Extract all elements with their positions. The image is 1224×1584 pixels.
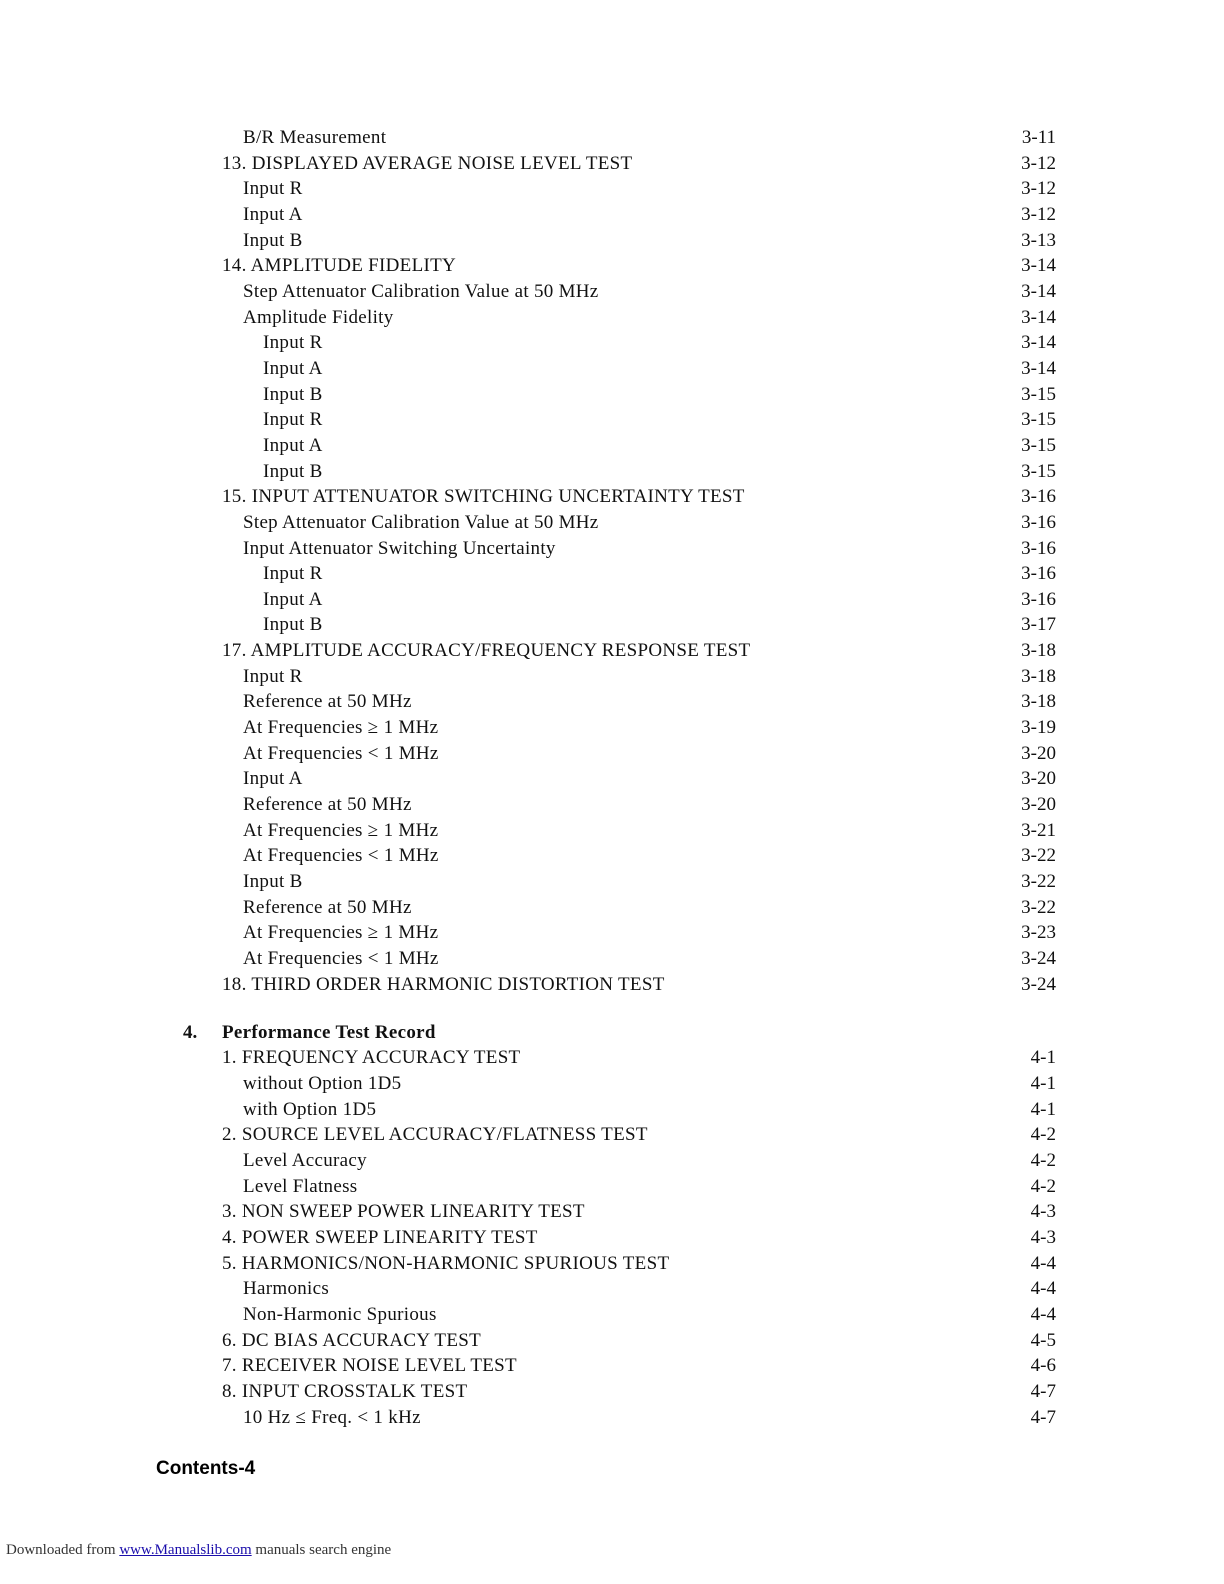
toc-entry-title: Harmonics: [243, 1276, 335, 1302]
download-note: [6, 1542, 391, 1559]
toc-entry: [0, 1148, 1224, 1174]
toc-entry: [0, 664, 1224, 690]
toc-entry: [0, 792, 1224, 818]
toc-entry-page: 3-23: [1021, 922, 1056, 944]
toc-entry: [0, 202, 1224, 228]
toc-entry-title: 5. HARMONICS/NON-HARMONIC SPURIOUS TEST: [222, 1251, 675, 1277]
toc-entry-title: 1. FREQUENCY ACCURACY TEST: [222, 1045, 526, 1071]
toc-entry-title: Input Attenuator Switching Uncertainty: [243, 536, 562, 562]
toc-entry-title: Input A: [243, 766, 309, 792]
toc-entry-title: Reference at 50 MHz: [243, 895, 418, 921]
toc-entry-title: Step Attenuator Calibration Value at 50 MHz: [243, 510, 605, 536]
toc-entry: [0, 869, 1224, 895]
toc-entry-page: 4-2: [1030, 1150, 1056, 1172]
toc-entry-page: 3-15: [1021, 409, 1056, 431]
toc-entry-page: 3-15: [1021, 434, 1056, 456]
toc-entry: [0, 1045, 1224, 1071]
toc-entry-title: Amplitude Fidelity: [243, 305, 400, 331]
toc-entry: [0, 715, 1224, 741]
toc-entry: [0, 228, 1224, 254]
page-footer-label: Contents-4: [156, 1458, 256, 1479]
toc-entry-page: 3-22: [1021, 896, 1056, 918]
toc-entry: [0, 1379, 1224, 1405]
toc-entry-page: 4-1: [1030, 1073, 1056, 1095]
toc-entry-title: 10 Hz ≤ Freq. < 1 kHz: [243, 1405, 427, 1431]
chapter-title: Performance Test Record: [222, 1020, 442, 1046]
toc-entry: [0, 279, 1224, 305]
toc-entry-page: 3-12: [1021, 152, 1056, 174]
toc-entry-title: Input B: [263, 382, 329, 408]
toc-entry-page: 3-16: [1021, 511, 1056, 533]
toc-entry-page: 3-22: [1021, 845, 1056, 867]
toc-entry-page: 3-16: [1021, 588, 1056, 610]
toc-entry-page: 3-13: [1021, 229, 1056, 251]
toc-entry: [0, 843, 1224, 869]
toc-entry: [0, 1251, 1224, 1277]
toc-entry: [0, 946, 1224, 972]
toc-entry-title: Input B: [243, 228, 309, 254]
toc-entry-title: 4. POWER SWEEP LINEARITY TEST: [222, 1225, 544, 1251]
toc-entry-title: Reference at 50 MHz: [243, 792, 418, 818]
toc-entry-page: 3-16: [1021, 563, 1056, 585]
toc-entry-page: 3-15: [1021, 383, 1056, 405]
toc-entry-title: Input B: [243, 869, 309, 895]
toc-entry: [0, 1405, 1224, 1431]
toc-entry-title: 17. AMPLITUDE ACCURACY/FREQUENCY RESPONSE TEST: [222, 638, 756, 664]
toc-entry-title: At Frequencies < 1 MHz: [243, 946, 445, 972]
toc-entry: [0, 253, 1224, 279]
toc-entry: [0, 1071, 1224, 1097]
toc-entry-title: 18. THIRD ORDER HARMONIC DISTORTION TEST: [222, 972, 671, 998]
toc-entry-page: 3-16: [1021, 486, 1056, 508]
toc-entry-title: Input R: [243, 664, 309, 690]
toc-entry-title: Input B: [263, 612, 329, 638]
toc-entry: [0, 382, 1224, 408]
toc-entry-page: 4-4: [1030, 1252, 1056, 1274]
toc-entry-page: 4-1: [1030, 1098, 1056, 1120]
toc-entry-page: 3-14: [1021, 306, 1056, 328]
toc-entry: [0, 1174, 1224, 1200]
toc-entry: [0, 536, 1224, 562]
toc-entry-title: At Frequencies ≥ 1 MHz: [243, 920, 444, 946]
toc-entry: [0, 459, 1224, 485]
toc-entry-page: 4-7: [1030, 1381, 1056, 1402]
toc-entry-page: 3-16: [1021, 537, 1056, 559]
table-of-contents: [0, 125, 1224, 1430]
toc-entry-title: Input R: [263, 407, 329, 433]
download-note-prefix: Downloaded from: [6, 1542, 116, 1558]
toc-entry-title: Input A: [263, 356, 329, 382]
toc-entry: [0, 330, 1224, 356]
toc-entry: [0, 356, 1224, 382]
toc-chapter-heading: [0, 1020, 1224, 1046]
toc-entry-page: 3-15: [1021, 460, 1056, 482]
toc-entry: [0, 510, 1224, 536]
toc-entry-title: 6. DC BIAS ACCURACY TEST: [222, 1328, 487, 1354]
toc-entry-page: 3-20: [1021, 742, 1056, 764]
toc-entry-page: 4-2: [1030, 1175, 1056, 1197]
toc-entry-page: 3-14: [1021, 357, 1056, 379]
toc-entry: [0, 895, 1224, 921]
toc-entry: [0, 741, 1224, 767]
toc-entry-page: 3-14: [1021, 255, 1056, 277]
toc-entry-page: 4-3: [1030, 1227, 1056, 1249]
toc-entry-page: 3-20: [1021, 768, 1056, 790]
toc-entry-page: 3-19: [1021, 717, 1056, 739]
manualslib-link[interactable]: www.Manualslib.com: [119, 1542, 252, 1558]
toc-entry: [0, 1122, 1224, 1148]
toc-entry-title: 8. INPUT CROSSTALK TEST: [222, 1379, 473, 1405]
toc-entry-title: Input R: [243, 176, 309, 202]
toc-entry-title: At Frequencies ≥ 1 MHz: [243, 715, 444, 741]
toc-entry-title: 3. NON SWEEP POWER LINEARITY TEST: [222, 1199, 591, 1225]
toc-entry: [0, 151, 1224, 177]
toc-entry-page: 3-24: [1021, 973, 1056, 995]
toc-entry-title: Level Accuracy: [243, 1148, 373, 1174]
toc-entry-page: 3-12: [1021, 203, 1056, 225]
toc-entry-title: with Option 1D5: [243, 1097, 382, 1123]
toc-entry-page: 3-18: [1021, 640, 1056, 662]
toc-entry-title: Input A: [263, 433, 329, 459]
toc-entry: [0, 433, 1224, 459]
toc-entry-title: At Frequencies < 1 MHz: [243, 741, 445, 767]
toc-entry-title: without Option 1D5: [243, 1071, 407, 1097]
toc-entry: [0, 1276, 1224, 1302]
toc-entry-page: 4-7: [1030, 1406, 1056, 1428]
toc-entry-page: 3-12: [1021, 178, 1056, 200]
toc-entry-title: 2. SOURCE LEVEL ACCURACY/FLATNESS TEST: [222, 1122, 654, 1148]
toc-entry-page: 3-22: [1021, 871, 1056, 893]
toc-entry-title: At Frequencies < 1 MHz: [243, 843, 445, 869]
toc-entry-page: 4-4: [1030, 1278, 1056, 1300]
toc-entry: [0, 407, 1224, 433]
toc-entry-title: 15. INPUT ATTENUATOR SWITCHING UNCERTAINTY TEST: [222, 484, 751, 510]
toc-entry: [0, 125, 1224, 151]
toc-entry-title: Input A: [243, 202, 309, 228]
toc-entry-page: 3-21: [1021, 819, 1056, 841]
toc-entry: [0, 818, 1224, 844]
toc-entry-page: 3-18: [1021, 691, 1056, 713]
download-note-suffix: manuals search engine: [255, 1542, 392, 1558]
toc-entry: [0, 1328, 1224, 1354]
toc-entry-title: Reference at 50 MHz: [243, 689, 418, 715]
toc-entry-title: B/R Measurement: [243, 125, 392, 151]
toc-entry-title: 7. RECEIVER NOISE LEVEL TEST: [222, 1353, 523, 1379]
toc-entry-page: 3-20: [1021, 794, 1056, 816]
toc-entry: [0, 920, 1224, 946]
toc-entry: [0, 1199, 1224, 1225]
toc-entry: [0, 689, 1224, 715]
toc-entry-page: 3-14: [1021, 280, 1056, 302]
toc-entry-page: 4-3: [1030, 1201, 1056, 1223]
toc-entry: [0, 1097, 1224, 1123]
toc-entry: [0, 561, 1224, 587]
toc-entry-title: At Frequencies ≥ 1 MHz: [243, 818, 444, 844]
toc-entry-title: Step Attenuator Calibration Value at 50 MHz: [243, 279, 605, 305]
toc-entry: [0, 484, 1224, 510]
toc-entry: [0, 1302, 1224, 1328]
toc-entry-page: 3-24: [1021, 948, 1056, 969]
toc-entry: [0, 1353, 1224, 1379]
toc-entry-title: 13. DISPLAYED AVERAGE NOISE LEVEL TEST: [222, 151, 638, 177]
toc-entry-page: 4-4: [1030, 1304, 1056, 1326]
toc-entry-title: Non-Harmonic Spurious: [243, 1302, 443, 1328]
toc-entry-page: 3-11: [1021, 127, 1056, 148]
toc-entry-page: 4-2: [1030, 1124, 1056, 1146]
toc-entry-title: Input R: [263, 330, 329, 356]
toc-entry-page: 4-5: [1030, 1329, 1056, 1351]
toc-entry-title: Level Flatness: [243, 1174, 363, 1200]
toc-entry-title: 14. AMPLITUDE FIDELITY: [222, 253, 462, 279]
toc-entry: [0, 587, 1224, 613]
toc-entry-page: 4-1: [1030, 1047, 1056, 1069]
toc-entry: [0, 766, 1224, 792]
toc-entry-title: Input A: [263, 587, 329, 613]
toc-entry: [0, 972, 1224, 998]
toc-entry-page: 4-6: [1030, 1355, 1056, 1377]
toc-entry: [0, 1225, 1224, 1251]
toc-entry-page: 3-18: [1021, 665, 1056, 687]
toc-entry-title: Input R: [263, 561, 329, 587]
toc-entry: [0, 638, 1224, 664]
toc-entry: [0, 612, 1224, 638]
toc-entry: [0, 305, 1224, 331]
toc-entry-page: 3-17: [1021, 614, 1056, 636]
chapter-number: 4.: [183, 1021, 198, 1043]
toc-entry-page: 3-14: [1021, 332, 1056, 354]
toc-entry-title: Input B: [263, 459, 329, 485]
toc-entry: [0, 176, 1224, 202]
